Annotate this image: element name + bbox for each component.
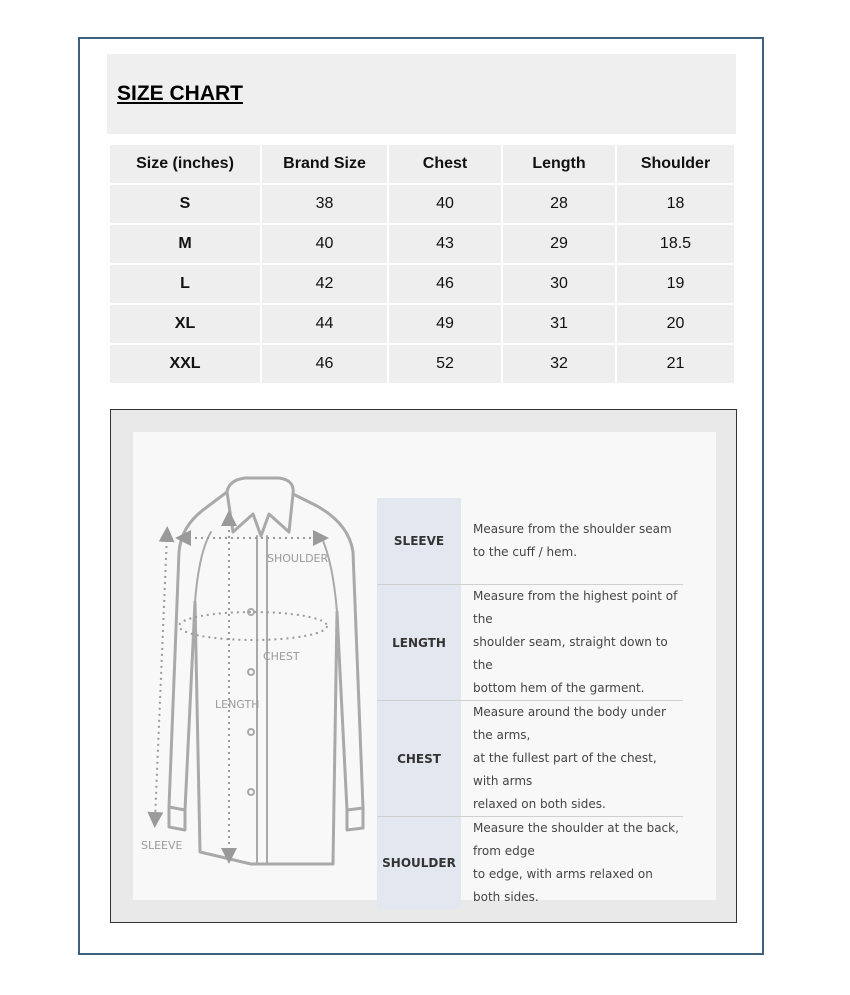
measure-guide-table: [377, 498, 683, 909]
guide-row: [377, 585, 683, 701]
guide-line: at the fullest part of the chest, with arms: [473, 751, 657, 788]
title-bar: [107, 54, 736, 134]
shoulder-label: SHOULDER: [267, 552, 329, 565]
guide-line: to edge, with arms relaxed on both sides.: [473, 867, 653, 904]
cell-brand-size: 38: [262, 185, 387, 223]
header-shoulder: Shoulder: [617, 145, 734, 183]
chest-label: CHEST: [263, 650, 300, 663]
page-title: SIZE CHART: [117, 82, 243, 105]
guide-line: Measure from the highest point of the: [473, 589, 678, 626]
guide-description: [461, 817, 683, 910]
header-brand-size: Brand Size: [262, 145, 387, 183]
table-header-row: [110, 145, 734, 183]
button-icon: [248, 729, 254, 735]
header-chest: Chest: [389, 145, 501, 183]
header-size: Size (inches): [110, 145, 260, 183]
cell-shoulder: 19: [617, 265, 734, 303]
chest-measure-line: [179, 612, 327, 640]
cell-size: XL: [110, 305, 260, 343]
table-row: [110, 225, 734, 263]
header-length: Length: [503, 145, 615, 183]
cell-chest: 52: [389, 345, 501, 383]
cell-shoulder: 21: [617, 345, 734, 383]
table-row: [110, 345, 734, 383]
cell-shoulder: 20: [617, 305, 734, 343]
guide-row: [377, 817, 683, 910]
guide-term: SHOULDER: [377, 817, 461, 910]
cell-length: 28: [503, 185, 615, 223]
guide-line: Measure the shoulder at the back, from edge: [473, 821, 679, 858]
guide-term: SLEEVE: [377, 498, 461, 585]
cell-size: M: [110, 225, 260, 263]
cell-length: 30: [503, 265, 615, 303]
cell-chest: 43: [389, 225, 501, 263]
cell-chest: 49: [389, 305, 501, 343]
length-label: LENGTH: [215, 698, 260, 711]
guide-row: [377, 498, 683, 585]
cell-size: S: [110, 185, 260, 223]
guide-line: to the cuff / hem.: [473, 545, 578, 559]
button-icon: [248, 669, 254, 675]
cell-brand-size: 44: [262, 305, 387, 343]
guide-term: CHEST: [377, 701, 461, 817]
table-row: [110, 185, 734, 223]
guide-description: [461, 498, 683, 585]
guide-line: shoulder seam, straight down to the: [473, 635, 668, 672]
cell-chest: 40: [389, 185, 501, 223]
cell-chest: 46: [389, 265, 501, 303]
cell-brand-size: 40: [262, 225, 387, 263]
measurement-guide-panel: [133, 432, 716, 904]
cell-length: 32: [503, 345, 615, 383]
shirt-icon: [169, 478, 363, 864]
guide-description: [461, 585, 683, 701]
button-icon: [248, 789, 254, 795]
table-row: [110, 305, 734, 343]
sleeve-measure-line: [155, 534, 167, 820]
guide-term: LENGTH: [377, 585, 461, 701]
guide-row: [377, 701, 683, 817]
cell-brand-size: 42: [262, 265, 387, 303]
sleeve-label: SLEEVE: [141, 839, 183, 852]
guide-line: Measure from the shoulder seam: [473, 522, 672, 536]
cell-length: 29: [503, 225, 615, 263]
size-table: [108, 143, 736, 385]
measurement-guide: [110, 409, 737, 923]
cell-shoulder: 18.5: [617, 225, 734, 263]
guide-line: bottom hem of the garment.: [473, 681, 645, 695]
guide-description: [461, 701, 683, 817]
cell-size: L: [110, 265, 260, 303]
table-row: [110, 265, 734, 303]
cell-length: 31: [503, 305, 615, 343]
cell-brand-size: 46: [262, 345, 387, 383]
cell-size: XXL: [110, 345, 260, 383]
cell-shoulder: 18: [617, 185, 734, 223]
guide-line: Measure around the body under the arms,: [473, 705, 666, 742]
guide-line: relaxed on both sides.: [473, 797, 606, 811]
